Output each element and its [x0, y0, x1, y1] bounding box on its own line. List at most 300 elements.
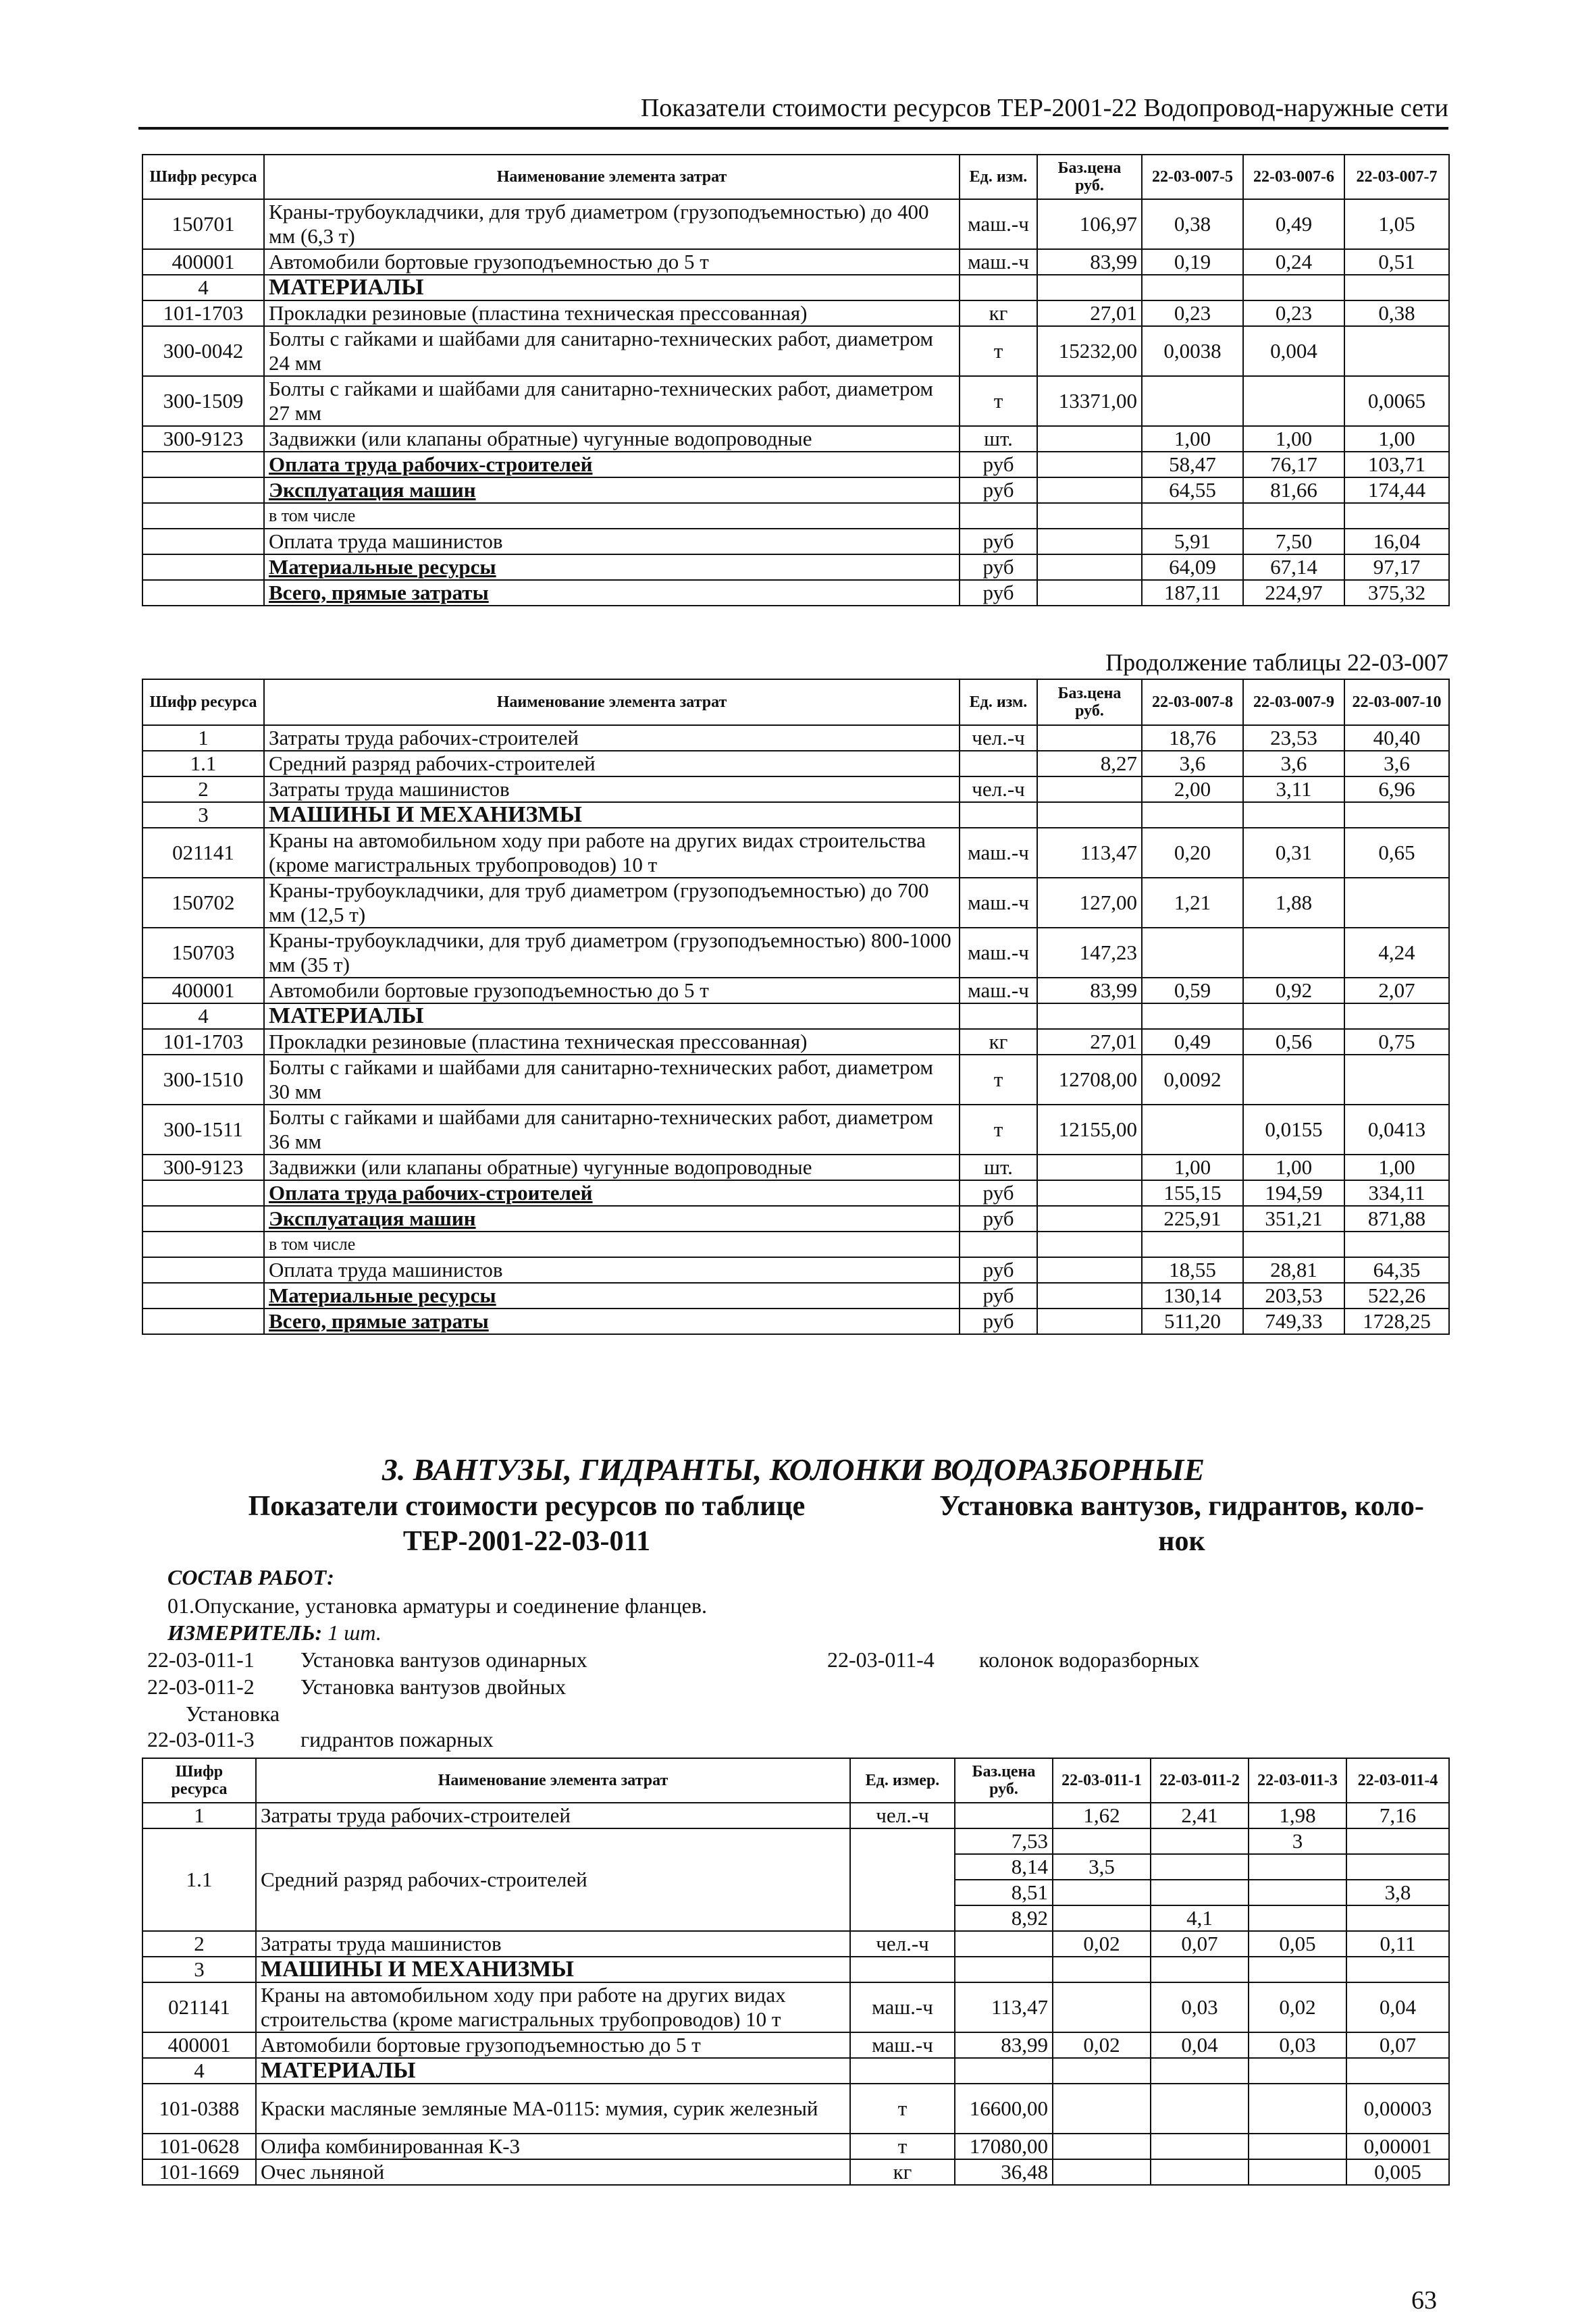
base-price: 27,01 [1037, 1029, 1142, 1055]
rate-value: 0,005 [1346, 2159, 1449, 2185]
unit: чел.-ч [960, 776, 1037, 802]
base-price [1037, 275, 1142, 300]
rate-value: 1,88 [1243, 878, 1344, 928]
rate-value: 0,38 [1344, 300, 1449, 326]
rate-value: 97,17 [1344, 554, 1449, 580]
column-header: 22-03-011-1 [1053, 1758, 1151, 1803]
meter-line: ИЗМЕРИТЕЛЬ: 1 шт. [167, 1620, 382, 1645]
column-header: Наименование элемента затрат [256, 1758, 850, 1803]
rate-value: 375,32 [1344, 580, 1449, 606]
rate-value: 0,0413 [1344, 1105, 1449, 1155]
rate-value: 351,21 [1243, 1206, 1344, 1232]
table-22-03-007-part2 [142, 679, 1450, 1335]
rate-value: 522,26 [1344, 1283, 1449, 1309]
column-header: 22-03-011-3 [1249, 1758, 1346, 1803]
rate-value: 203,53 [1243, 1283, 1344, 1309]
base-price [1037, 725, 1142, 751]
unit: кг [850, 2159, 955, 2185]
table-row [142, 1803, 1449, 1828]
rate-value: 194,59 [1243, 1180, 1344, 1206]
base-price [955, 1931, 1053, 1957]
rate-value: 0,92 [1243, 978, 1344, 1003]
rate-value [1243, 802, 1344, 828]
unit: руб [960, 529, 1037, 554]
base-price: 8,51 [955, 1880, 1053, 1905]
rate-value [1053, 1905, 1151, 1931]
unit: кг [960, 1029, 1037, 1055]
cost-element-name: Болты с гайками и шайбами для санитарно-технических работ, диаметром 30 мм [264, 1055, 960, 1105]
rate-value: 174,44 [1344, 477, 1449, 503]
resource-code: 3 [142, 802, 264, 828]
rate-value: 0,23 [1243, 300, 1344, 326]
base-price [1037, 503, 1142, 529]
base-price: 113,47 [955, 1982, 1053, 2032]
base-price: 13371,00 [1037, 376, 1142, 426]
table-row [142, 978, 1449, 1003]
cost-element-name: Краски масляные земляные МА-0115: мумия, сурик железный [256, 2084, 850, 2134]
base-price [1037, 529, 1142, 554]
cost-element-name: Краны-трубоукладчики, для труб диаметром (грузоподъемностью) до 400 мм (6,3 т) [264, 199, 960, 249]
table-row [142, 2084, 1449, 2134]
column-header: 22-03-007-8 [1142, 679, 1243, 725]
unit: маш.-ч [960, 828, 1037, 878]
base-price [1037, 1309, 1142, 1334]
rate-value: 0,56 [1243, 1029, 1344, 1055]
continuation-caption: Продолжение таблицы 22-03-007 [1105, 649, 1448, 676]
rate-value: 0,0065 [1344, 376, 1449, 426]
table-row [142, 300, 1449, 326]
resource-code: 101-1669 [142, 2159, 256, 2185]
unit [960, 1232, 1037, 1257]
page-number: 63 [1411, 2286, 1437, 2315]
rate-value: 3,6 [1142, 751, 1243, 776]
resource-code: 150701 [142, 199, 264, 249]
unit [960, 503, 1037, 529]
rate-value: 7,50 [1243, 529, 1344, 554]
cost-element-name: Краны-трубоукладчики, для труб диаметром (грузоподъемностью) до 700 мм (12,5 т) [264, 878, 960, 928]
rate-value: 3,8 [1346, 1880, 1449, 1905]
rate-value: 18,55 [1142, 1257, 1243, 1283]
cost-element-name: Оплата труда машинистов [264, 529, 960, 554]
cost-element-name: Затраты труда рабочих-строителей [264, 725, 960, 751]
unit: шт. [960, 1155, 1037, 1180]
base-price: 83,99 [955, 2032, 1053, 2058]
cost-element-name: Затраты труда машинистов [264, 776, 960, 802]
rate-value [1346, 2058, 1449, 2084]
table-row [142, 1957, 1449, 1982]
cost-element-name: Автомобили бортовые грузоподъемностью до 5 т [264, 978, 960, 1003]
cost-element-name: Очес льняной [256, 2159, 850, 2185]
rate-value [1249, 2134, 1346, 2159]
cost-element-name: в том числе [264, 1232, 960, 1257]
rate-value: 40,40 [1344, 725, 1449, 751]
rate-value [1243, 1232, 1344, 1257]
table-row [142, 326, 1449, 376]
header-rule [138, 127, 1448, 130]
table-22-03-011 [142, 1758, 1450, 2186]
table-row [142, 199, 1449, 249]
resource-code: 300-0042 [142, 326, 264, 376]
column-header: Наименование элемента затрат [264, 155, 960, 199]
unit: руб [960, 1206, 1037, 1232]
rate-value: 23,53 [1243, 725, 1344, 751]
rate-value [1151, 1828, 1249, 1854]
rate-value: 0,02 [1053, 1931, 1151, 1957]
resource-code: 150702 [142, 878, 264, 928]
cost-element-name: Эксплуатация машин [264, 1206, 960, 1232]
base-price: 27,01 [1037, 300, 1142, 326]
rate-value: 81,66 [1243, 477, 1344, 503]
cost-element-name: МАТЕРИАЛЫ [256, 2058, 850, 2084]
rate-value: 1,05 [1344, 199, 1449, 249]
base-price [1037, 1155, 1142, 1180]
rate-value [1053, 2084, 1151, 2134]
base-price: 83,99 [1037, 978, 1142, 1003]
unit: чел.-ч [850, 1931, 955, 1957]
rate-value [1346, 1828, 1449, 1854]
rate-value [1346, 1957, 1449, 1982]
table-row [142, 580, 1449, 606]
works-item: 01.Опускание, установка арматуры и соединение фланцев. [167, 1593, 707, 1618]
rate-value: 1,00 [1344, 426, 1449, 452]
rate-value [1151, 2084, 1249, 2134]
column-header: 22-03-007-6 [1243, 155, 1344, 199]
column-header: Ед. измер. [850, 1758, 955, 1803]
base-price [1037, 1003, 1142, 1029]
cost-element-name: Оплата труда машинистов [264, 1257, 960, 1283]
base-price [955, 2058, 1053, 2084]
cost-element-name: МАТЕРИАЛЫ [264, 1003, 960, 1029]
table-row [142, 2159, 1449, 2185]
cost-element-name: Задвижки (или клапаны обратные) чугунные водопроводные [264, 1155, 960, 1180]
resource-code [142, 1206, 264, 1232]
base-price: 113,47 [1037, 828, 1142, 878]
rate-value: 0,31 [1243, 828, 1344, 878]
table-row [142, 878, 1449, 928]
base-price [1037, 1206, 1142, 1232]
unit [850, 2058, 955, 2084]
cost-element-name: Оплата труда рабочих-строителей [264, 1180, 960, 1206]
rate-value [1053, 2134, 1151, 2159]
table-row [142, 828, 1449, 878]
resource-code: 2 [142, 776, 264, 802]
base-price [1037, 554, 1142, 580]
unit: руб [960, 1257, 1037, 1283]
cost-element-name: МАШИНЫ И МЕХАНИЗМЫ [264, 802, 960, 828]
rate-value: 1,00 [1243, 426, 1344, 452]
table-row [142, 249, 1449, 275]
rate-value: 0,07 [1346, 2032, 1449, 2058]
resource-code: 1.1 [142, 1828, 256, 1931]
cost-element-name: Автомобили бортовые грузоподъемностью до 5 т [256, 2032, 850, 2058]
rate-value: 0,07 [1151, 1931, 1249, 1957]
base-price: 15232,00 [1037, 326, 1142, 376]
item-code: 22-03-011-1 [147, 1647, 255, 1672]
rate-value: 3 [1249, 1828, 1346, 1854]
unit: т [850, 2084, 955, 2134]
rate-value: 1,00 [1344, 1155, 1449, 1180]
base-price [955, 1803, 1053, 1828]
section-title: 3. ВАНТУЗЫ, ГИДРАНТЫ, КОЛОНКИ ВОДОРАЗБОРНЫЕ [382, 1452, 1205, 1487]
item-code: 22-03-011-4 [827, 1647, 935, 1672]
rate-value: 7,16 [1346, 1803, 1449, 1828]
rate-value: 64,35 [1344, 1257, 1449, 1283]
column-header: Баз.цена руб. [955, 1758, 1053, 1803]
rate-value: 3,5 [1053, 1854, 1151, 1880]
table-row [142, 1982, 1449, 2032]
table-row [142, 1105, 1449, 1155]
table-row [142, 1931, 1449, 1957]
rate-value: 0,04 [1346, 1982, 1449, 2032]
unit: чел.-ч [960, 725, 1037, 751]
rate-value: 1,21 [1142, 878, 1243, 928]
rate-value [1142, 802, 1243, 828]
base-price: 12155,00 [1037, 1105, 1142, 1155]
rate-value: 0,49 [1142, 1029, 1243, 1055]
cost-element-name: Оплата труда рабочих-строителей [264, 452, 960, 477]
column-header: 22-03-011-4 [1346, 1758, 1449, 1803]
base-price: 127,00 [1037, 878, 1142, 928]
table-row [142, 376, 1449, 426]
unit: маш.-ч [850, 2032, 955, 2058]
rate-value: 871,88 [1344, 1206, 1449, 1232]
rate-value: 0,59 [1142, 978, 1243, 1003]
rate-value: 76,17 [1243, 452, 1344, 477]
unit [960, 802, 1037, 828]
table-row [142, 725, 1449, 751]
table-row [142, 776, 1449, 802]
cost-element-name: Материальные ресурсы [264, 554, 960, 580]
rate-value: 67,14 [1243, 554, 1344, 580]
rate-value [1249, 2084, 1346, 2134]
item-text: колонок водоразборных [979, 1647, 1200, 1672]
rate-value: 155,15 [1142, 1180, 1243, 1206]
works-label: СОСТАВ РАБОТ: [167, 1565, 334, 1589]
rate-value: 0,004 [1243, 326, 1344, 376]
unit: кг [960, 300, 1037, 326]
base-price [1037, 1283, 1142, 1309]
base-price: 36,48 [955, 2159, 1053, 2185]
rate-value: 3,6 [1243, 751, 1344, 776]
base-price [1037, 1257, 1142, 1283]
base-price: 17080,00 [955, 2134, 1053, 2159]
rate-value [1142, 275, 1243, 300]
resource-code: 021141 [142, 1982, 256, 2032]
rate-value [1151, 1880, 1249, 1905]
cost-element-name: Олифа комбинированная К-3 [256, 2134, 850, 2159]
unit: руб [960, 554, 1037, 580]
unit [960, 275, 1037, 300]
column-header: 22-03-007-9 [1243, 679, 1344, 725]
base-price: 8,27 [1037, 751, 1142, 776]
resource-code: 4 [142, 1003, 264, 1029]
resource-code: 101-0628 [142, 2134, 256, 2159]
resource-code: 300-9123 [142, 426, 264, 452]
table-row [142, 2058, 1449, 2084]
rate-value [1344, 802, 1449, 828]
rate-value: 64,09 [1142, 554, 1243, 580]
rate-value [1344, 1055, 1449, 1105]
rate-value [1142, 928, 1243, 978]
rate-value [1151, 1957, 1249, 1982]
rate-value: 0,02 [1053, 2032, 1151, 2058]
rate-value: 187,11 [1142, 580, 1243, 606]
unit: руб [960, 477, 1037, 503]
rate-value [1151, 2058, 1249, 2084]
rate-value: 1,62 [1053, 1803, 1151, 1828]
rate-value [1243, 1003, 1344, 1029]
cost-element-name: Автомобили бортовые грузоподъемностью до 5 т [264, 249, 960, 275]
resource-code [142, 529, 264, 554]
rate-value: 2,41 [1151, 1803, 1249, 1828]
resource-code: 1.1 [142, 751, 264, 776]
table-row [142, 1029, 1449, 1055]
rate-value: 6,96 [1344, 776, 1449, 802]
resource-code: 300-1510 [142, 1055, 264, 1105]
rate-value: 334,11 [1344, 1180, 1449, 1206]
unit: т [960, 1105, 1037, 1155]
base-price [1037, 477, 1142, 503]
rate-value: 0,0038 [1142, 326, 1243, 376]
table-row [142, 1309, 1449, 1334]
rate-value [1053, 2058, 1151, 2084]
unit: т [960, 1055, 1037, 1105]
table-row [142, 275, 1449, 300]
rate-value: 1728,25 [1344, 1309, 1449, 1334]
rate-value: 2,00 [1142, 776, 1243, 802]
table-row [142, 529, 1449, 554]
unit: руб [960, 1283, 1037, 1309]
table-22-03-007-part1 [142, 154, 1450, 606]
unit: руб [960, 1309, 1037, 1334]
rate-value: 28,81 [1243, 1257, 1344, 1283]
cost-element-name: МАТЕРИАЛЫ [264, 275, 960, 300]
rate-value [1243, 275, 1344, 300]
resource-code: 400001 [142, 249, 264, 275]
table-row [142, 1232, 1449, 1257]
rate-value [1142, 503, 1243, 529]
rate-value [1243, 503, 1344, 529]
base-price: 12708,00 [1037, 1055, 1142, 1105]
rate-value: 0,23 [1142, 300, 1243, 326]
rate-value [1243, 1055, 1344, 1105]
resource-code [142, 554, 264, 580]
rate-value [1053, 1880, 1151, 1905]
cost-element-name: в том числе [264, 503, 960, 529]
resource-code: 101-1703 [142, 300, 264, 326]
unit [960, 1003, 1037, 1029]
unit [850, 1957, 955, 1982]
rate-value: 4,24 [1344, 928, 1449, 978]
column-header: Шифр ресурса [142, 155, 264, 199]
rate-value: 130,14 [1142, 1283, 1243, 1309]
cost-element-name: Болты с гайками и шайбами для санитарно-технических работ, диаметром 36 мм [264, 1105, 960, 1155]
rate-value: 0,0155 [1243, 1105, 1344, 1155]
column-header: Ед. изм. [960, 679, 1037, 725]
rate-value: 0,65 [1344, 828, 1449, 878]
resource-code: 3 [142, 1957, 256, 1982]
base-price [1037, 1232, 1142, 1257]
column-header: 22-03-007-7 [1344, 155, 1449, 199]
rate-value: 0,03 [1249, 2032, 1346, 2058]
resource-code: 101-1703 [142, 1029, 264, 1055]
rate-value [1142, 376, 1243, 426]
base-price: 8,92 [955, 1905, 1053, 1931]
item-text: Установка [186, 1701, 280, 1726]
rate-value: 749,33 [1243, 1309, 1344, 1334]
base-price [955, 1957, 1053, 1982]
cost-element-name: Прокладки резиновые (пластина техническая прессованная) [264, 300, 960, 326]
rate-value: 4,1 [1151, 1905, 1249, 1931]
resource-code: 300-9123 [142, 1155, 264, 1180]
item-code: 22-03-011-2 [147, 1674, 255, 1699]
resource-code [142, 1283, 264, 1309]
rate-value: 0,38 [1142, 199, 1243, 249]
resource-code [142, 503, 264, 529]
base-price: 7,53 [955, 1828, 1053, 1854]
resource-code [142, 1180, 264, 1206]
rate-value [1249, 1880, 1346, 1905]
rate-value: 18,76 [1142, 725, 1243, 751]
resource-code: 1 [142, 725, 264, 751]
rate-value: 0,00003 [1346, 2084, 1449, 2134]
cost-element-name: Задвижки (или клапаны обратные) чугунные водопроводные [264, 426, 960, 452]
section-subtitle-right: Установка вантузов, гидрантов, коло- нок [939, 1491, 1424, 1557]
rate-value: 1,00 [1142, 1155, 1243, 1180]
table-row [142, 2134, 1449, 2159]
resource-code: 1 [142, 1803, 256, 1828]
rate-value: 511,20 [1142, 1309, 1243, 1334]
resource-code [142, 1309, 264, 1334]
base-price [1037, 452, 1142, 477]
table-row [142, 503, 1449, 529]
rate-value [1344, 1232, 1449, 1257]
rate-value: 0,20 [1142, 828, 1243, 878]
rate-value: 0,02 [1249, 1982, 1346, 2032]
resource-code: 300-1511 [142, 1105, 264, 1155]
table-row [142, 1206, 1449, 1232]
table-row [142, 802, 1449, 828]
table-row [142, 426, 1449, 452]
column-header: 22-03-011-2 [1151, 1758, 1249, 1803]
resource-code: 300-1509 [142, 376, 264, 426]
cost-element-name: Затраты труда машинистов [256, 1931, 850, 1957]
table-row [142, 1003, 1449, 1029]
unit: руб [960, 580, 1037, 606]
page-header: Показатели стоимости ресурсов ТЕР-2001-22 Водопровод-наружные сети [640, 94, 1448, 122]
unit: маш.-ч [850, 1982, 955, 2032]
rate-value: 1,98 [1249, 1803, 1346, 1828]
rate-value: 5,91 [1142, 529, 1243, 554]
rate-value [1346, 1905, 1449, 1931]
table-row [142, 928, 1449, 978]
cost-element-name: Средний разряд рабочих-строителей [256, 1828, 850, 1931]
column-header: Баз.цена руб. [1037, 679, 1142, 725]
base-price [1037, 776, 1142, 802]
item-text: Установка вантузов двойных [300, 1674, 567, 1699]
unit [850, 1828, 955, 1931]
base-price: 8,14 [955, 1854, 1053, 1880]
unit: т [850, 2134, 955, 2159]
rate-value: 0,04 [1151, 2032, 1249, 2058]
base-price [1037, 426, 1142, 452]
rate-value [1344, 878, 1449, 928]
rate-value: 0,49 [1243, 199, 1344, 249]
rate-value: 0,00001 [1346, 2134, 1449, 2159]
resource-code [142, 580, 264, 606]
rate-value: 0,11 [1346, 1931, 1449, 1957]
base-price [1037, 1180, 1142, 1206]
